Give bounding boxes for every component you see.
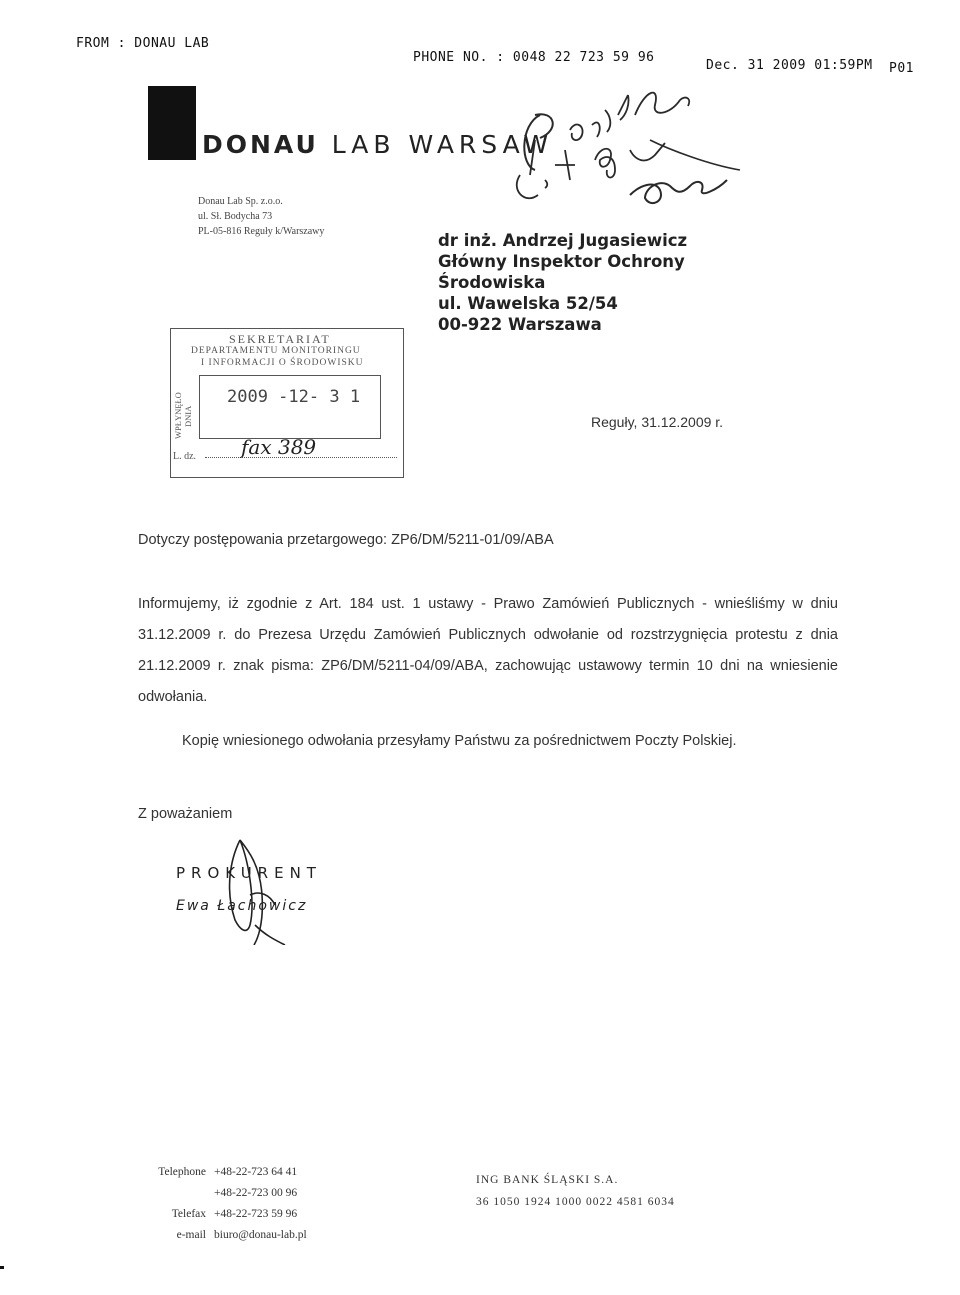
stamp-title: SEKRETARIAT xyxy=(229,332,331,346)
subject-line: Dotyczy postępowania przetargowego: ZP6/DM/5211-01/09/ABA xyxy=(138,532,554,548)
place-date: Reguły, 31.12.2009 r. xyxy=(591,414,724,430)
sender-line: ul. Sł. Bodycha 73 xyxy=(198,211,273,222)
footer-label: Telephone xyxy=(158,1166,206,1178)
handwritten-signature xyxy=(215,835,295,945)
logo-brand-rest: LAB WARSAW xyxy=(318,130,554,159)
logo-mark xyxy=(148,86,196,160)
bank-account: 36 1050 1924 1000 0022 4581 6034 xyxy=(476,1196,675,1208)
sender-line: PL-05-816 Reguły k/Warszawy xyxy=(198,226,325,237)
recipient-line: Środowiska xyxy=(438,273,546,292)
stamp-date: 2009 -12- 3 1 xyxy=(227,387,361,407)
closing: Z poważaniem xyxy=(138,806,233,822)
fax-page: P01 xyxy=(889,61,914,76)
sender-address xyxy=(198,194,324,239)
stamp-department-2: I INFORMACJI O ŚRODOWISKU xyxy=(201,358,364,368)
recipient-line: Główny Inspektor Ochrony xyxy=(438,252,685,271)
footer-label: e-mail xyxy=(176,1229,206,1241)
signature-name: Ewa Łachowicz xyxy=(176,898,308,914)
body-paragraph-2: Kopię wniesionego odwołania przesyłamy Państwu za pośrednictwem Poczty Polskiej. xyxy=(182,733,737,749)
sender-line: Donau Lab Sp. z.o.o. xyxy=(198,196,283,207)
recipient-line: 00-922 Warszawa xyxy=(438,315,602,334)
footer-label: Telefax xyxy=(171,1208,206,1220)
logo-brand-bold: DONAU xyxy=(202,130,319,159)
footer-email: biuro@donau-lab.pl xyxy=(214,1229,307,1241)
signature-title: PROKURENT xyxy=(176,864,322,882)
bank-info xyxy=(476,1169,675,1213)
footer-fax: +48-22-723 59 96 xyxy=(214,1208,298,1220)
stamp-department: DEPARTAMENTU MONITORINGU xyxy=(191,346,361,356)
receipt-stamp xyxy=(170,328,404,478)
recipient-address xyxy=(438,230,687,335)
fax-datetime: Dec. 31 2009 01:59PM xyxy=(706,58,873,73)
stamp-handwritten-number: fax 389 xyxy=(241,435,317,459)
bank-name: ING BANK ŚLĄSKI S.A. xyxy=(476,1174,619,1186)
recipient-line: ul. Wawelska 52/54 xyxy=(438,294,618,313)
stamp-received-label: WPŁYNĘŁO DNIA xyxy=(173,392,193,440)
body-paragraph: Informujemy, iż zgodnie z Art. 184 ust. 1 ustawy - Prawo Zamówień Publicznych - wnieśliśmy w dniu 31.12.2009 r. do Prezesa Urzędu Zamówień Publicznych odwołanie od rozstrzygnięcia protestu z dnia 21.12.2009 r. znak pisma: ZP6/DM/5211-04/09/ABA, zachowując ustawowy termin 10 dni na wniesienie odwołania. xyxy=(138,596,838,705)
footer-contact-labels xyxy=(150,1162,206,1246)
handwritten-annotation xyxy=(500,80,750,220)
footer-phone-2: +48-22-723 00 96 xyxy=(214,1187,298,1199)
fax-phone: PHONE NO. : 0048 22 723 59 96 xyxy=(413,50,655,65)
footer-phone: +48-22-723 64 41 xyxy=(214,1166,298,1178)
fax-from: FROM : DONAU LAB xyxy=(76,36,210,51)
footer-contact-values xyxy=(214,1162,307,1246)
scan-edge-mark xyxy=(0,1266,4,1269)
footer-label xyxy=(150,1183,206,1204)
recipient-line: dr inż. Andrzej Jugasiewicz xyxy=(438,231,688,250)
stamp-date-box xyxy=(199,375,381,439)
stamp-reference-label: L. dz. xyxy=(173,451,197,462)
